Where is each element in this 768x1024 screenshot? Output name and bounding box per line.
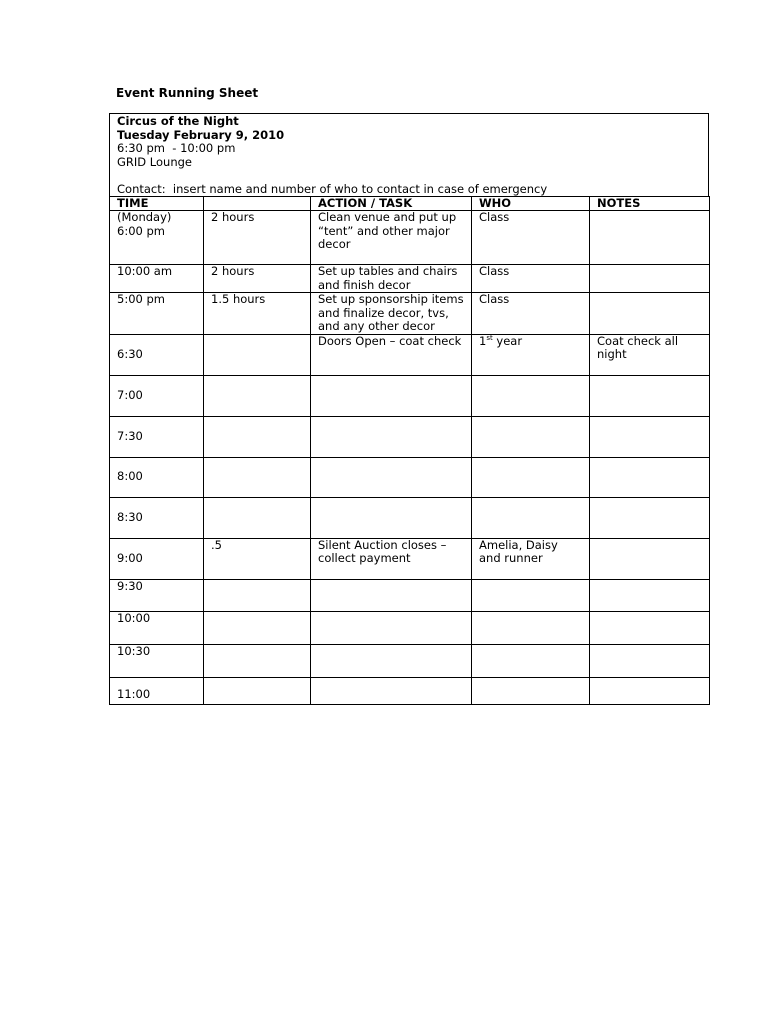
cell-duration — [204, 677, 311, 704]
cell-action: Set up sponsorship items and finalize decor, tvs, and any other decor — [311, 293, 472, 335]
cell-notes — [590, 211, 710, 265]
cell-time: 9:00 — [110, 538, 204, 579]
cell-notes — [590, 579, 710, 611]
who-text: year — [492, 333, 523, 348]
table-row — [110, 265, 710, 293]
who-prefix: 1 — [479, 333, 487, 348]
cell-action: Set up tables and chairs and finish decor — [311, 265, 472, 293]
table-row — [110, 497, 710, 538]
cell-time: 8:00 — [110, 457, 204, 497]
col-header-time: TIME — [110, 197, 204, 211]
cell-duration — [204, 334, 311, 375]
cell-time: 8:30 — [110, 497, 204, 538]
cell-notes — [590, 265, 710, 293]
cell-notes — [590, 538, 710, 579]
cell-who: Class — [472, 293, 590, 335]
cell-duration: .5 — [204, 538, 311, 579]
table-row — [110, 677, 710, 704]
cell-who — [472, 416, 590, 457]
cell-time: 9:30 — [110, 579, 204, 611]
cell-who — [472, 334, 590, 375]
table-row — [110, 538, 710, 579]
cell-duration: 2 hours — [204, 211, 311, 265]
cell-who: Class — [472, 211, 590, 265]
cell-time: 10:00 am — [110, 265, 204, 293]
cell-action — [311, 457, 472, 497]
cell-duration — [204, 375, 311, 416]
cell-duration — [204, 579, 311, 611]
col-header-duration — [204, 197, 311, 211]
col-header-notes: NOTES — [590, 197, 710, 211]
cell-action: Silent Auction closes – collect payment — [311, 538, 472, 579]
cell-duration — [204, 644, 311, 677]
cell-action — [311, 611, 472, 644]
cell-who — [472, 677, 590, 704]
cell-duration: 1.5 hours — [204, 293, 311, 335]
cell-who — [472, 457, 590, 497]
cell-duration — [204, 457, 311, 497]
table-row — [110, 611, 710, 644]
event-name: Circus of the Night — [117, 114, 239, 128]
cell-action — [311, 644, 472, 677]
cell-notes: Coat check all night — [590, 334, 710, 375]
cell-duration: 2 hours — [204, 265, 311, 293]
table-row — [110, 416, 710, 457]
event-header — [109, 113, 709, 197]
cell-time: 7:30 — [110, 416, 204, 457]
col-header-action: ACTION / TASK — [311, 197, 472, 211]
cell-notes — [590, 293, 710, 335]
running-sheet-table — [109, 196, 710, 705]
cell-action — [311, 579, 472, 611]
cell-duration — [204, 611, 311, 644]
spacer — [117, 169, 708, 183]
event-contact: Contact: insert name and number of who to contact in case of emergency — [117, 181, 548, 196]
cell-time: (Monday) 6:00 pm — [110, 211, 204, 265]
cell-notes — [590, 611, 710, 644]
cell-notes — [590, 644, 710, 677]
cell-duration — [204, 416, 311, 457]
table-row — [110, 644, 710, 677]
cell-time: 5:00 pm — [110, 293, 204, 335]
table-row — [110, 211, 710, 265]
cell-action — [311, 497, 472, 538]
cell-who — [472, 644, 590, 677]
cell-action — [311, 416, 472, 457]
cell-time: 10:00 — [110, 611, 204, 644]
event-date: Tuesday February 9, 2010 — [117, 127, 285, 142]
cell-notes — [590, 457, 710, 497]
table-row — [110, 457, 710, 497]
table-row — [110, 375, 710, 416]
cell-notes — [590, 416, 710, 457]
who-superscript: st — [486, 333, 493, 342]
cell-action: Doors Open – coat check — [311, 334, 472, 375]
cell-time: 6:30 — [110, 334, 204, 375]
table-row — [110, 334, 710, 375]
cell-who: Amelia, Daisy and runner — [472, 538, 590, 579]
cell-notes — [590, 677, 710, 704]
cell-who — [472, 579, 590, 611]
cell-who — [472, 497, 590, 538]
table-row — [110, 293, 710, 335]
cell-notes — [590, 497, 710, 538]
cell-who: Class — [472, 265, 590, 293]
event-time: 6:30 pm - 10:00 pm — [117, 141, 236, 155]
col-header-who: WHO — [472, 197, 590, 211]
cell-who — [472, 375, 590, 416]
cell-notes — [590, 375, 710, 416]
cell-duration — [204, 497, 311, 538]
table-row — [110, 579, 710, 611]
cell-time: 10:30 — [110, 644, 204, 677]
sheet-title: Event Running Sheet — [116, 86, 259, 100]
cell-action — [311, 375, 472, 416]
cell-time: 11:00 — [110, 677, 204, 704]
cell-action — [311, 677, 472, 704]
cell-who — [472, 611, 590, 644]
cell-action: Clean venue and put up “tent” and other major decor — [311, 211, 472, 265]
cell-time: 7:00 — [110, 375, 204, 416]
event-venue: GRID Lounge — [117, 154, 192, 169]
table-header-row — [110, 197, 710, 211]
